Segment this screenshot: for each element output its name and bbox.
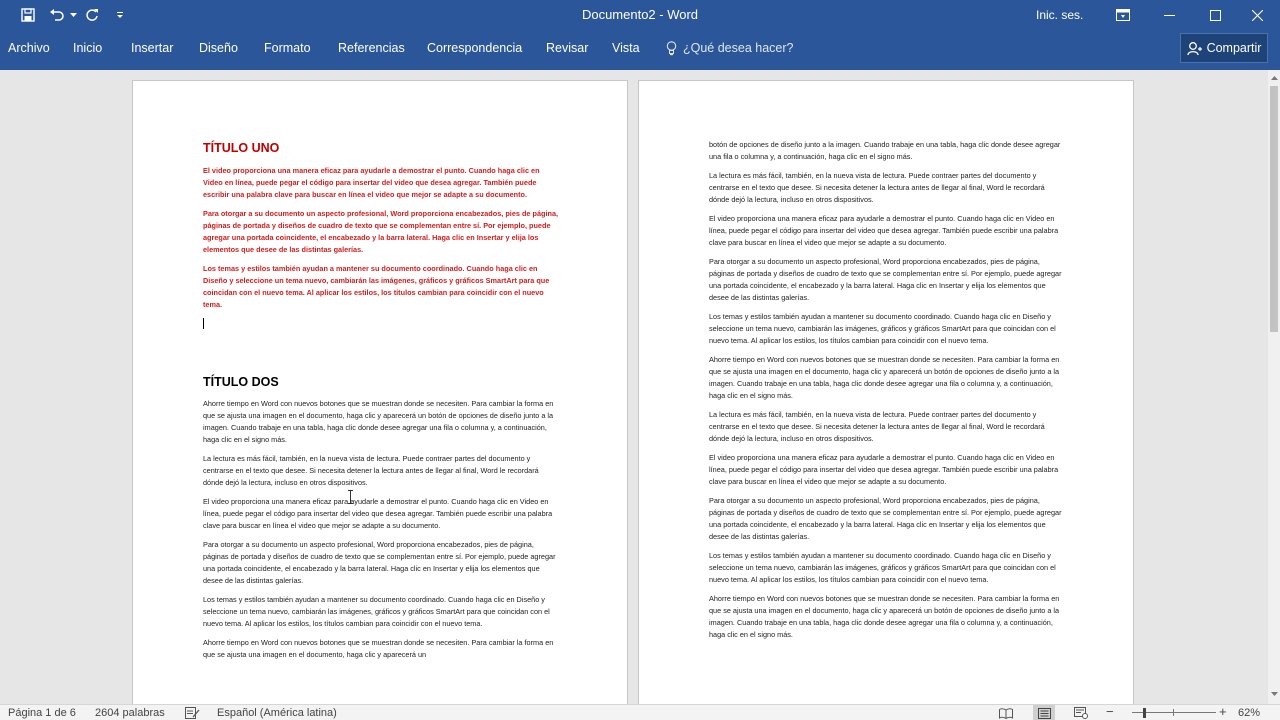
ibeam-cursor-icon xyxy=(347,490,354,504)
body-paragraph: La lectura es más fácil, también, en la nueva vista de lectura. Puede contraer partes del documento y centrarse en el texto que desee. Si necesita detener la lectura antes de llegar al final, Word le recordará dónde dejó la lectura, incluso en otros dispositivos. xyxy=(709,410,1045,443)
page-1-content xyxy=(203,141,559,668)
tab-revisar[interactable]: Revisar xyxy=(546,41,589,55)
body-paragraph: Para otorgar a su documento un aspecto profesional, Word proporciona encabezados, pies de página, páginas de portada y diseños de cuadro de texto que se complementan entre sí. Por ejemplo, puede agregar una portada coincidente, el encabezado y la barra lateral. Haga clic en Insertar y elija los elementos que desee de las distintas galerías. xyxy=(709,496,1062,541)
zoom-100-marker xyxy=(1173,709,1174,716)
read-mode-button[interactable] xyxy=(995,705,1017,720)
heading-titulo-uno: TÍTULO UNO xyxy=(203,141,280,155)
save-button[interactable] xyxy=(16,0,40,30)
minimize-icon xyxy=(1164,10,1175,21)
body-paragraph: Ahorre tiempo en Word con nuevos botones que se muestran donde se necesiten. Para cambiar la forma en que se ajusta una imagen en el documento, haga clic y aparecerá un botón de opciones de diseño junto a la imagen. Cuando trabaje en una tabla, haga clic donde desee agregar una fila o columna y, a continuación, haga clic en el signo más. xyxy=(709,594,1060,639)
zoom-out-button[interactable]: − xyxy=(1106,704,1114,719)
chevron-up-icon xyxy=(1271,76,1278,80)
ribbon-display-options-button[interactable] xyxy=(1100,0,1146,30)
language-indicator[interactable]: Español (América latina) xyxy=(217,707,337,719)
share-button[interactable] xyxy=(1180,33,1268,63)
close-button[interactable] xyxy=(1234,0,1280,30)
chevron-down-icon xyxy=(1271,692,1278,696)
ribbon-display-icon xyxy=(1116,9,1130,21)
close-icon xyxy=(1252,10,1263,21)
minimize-button[interactable] xyxy=(1146,0,1192,30)
tab-archivo[interactable]: Archivo xyxy=(8,41,50,55)
sign-in-link[interactable]: Inic. ses. xyxy=(1036,8,1084,22)
red-paragraph: Para otorgar a su documento un aspecto profesional, Word proporciona encabezados, pies de página, páginas de portada y diseños de cuadro de texto que se complementan entre sí. Por ejemplo, puede agregar una portada coincidente, el encabezado y la barra lateral. Haga clic en Insertar y elija los elementos que desee de las distintas galerías. xyxy=(203,209,559,254)
tab-diseno[interactable]: Diseño xyxy=(199,41,238,55)
print-layout-icon xyxy=(1038,708,1051,719)
tab-referencias[interactable]: Referencias xyxy=(338,41,405,55)
maximize-button[interactable] xyxy=(1192,0,1238,30)
body-paragraph: Ahorre tiempo en Word con nuevos botones que se muestran donde se necesiten. Para cambiar la forma en que se ajusta una imagen en el documento, haga clic y aparecerá un botón de opciones de diseño junto a la imagen. Cuando trabaje en una tabla, haga clic donde desee agregar una fila o columna y, a continuación, haga clic en el signo más. xyxy=(203,399,554,444)
body-paragraph: Los temas y estilos también ayudan a mantener su documento coordinado. Cuando haga clic en Diseño y seleccione un tema nuevo, cambiarán las imágenes, gráficos y gráficos SmartArt para que coincidan con el nuevo tema. Al aplicar los estilos, los títulos cambian para coincidir con el nuevo tema. xyxy=(709,551,1056,584)
chevron-down-icon xyxy=(70,13,77,18)
tab-vista[interactable]: Vista xyxy=(612,41,640,55)
undo-dropdown[interactable] xyxy=(68,0,78,30)
body-paragraph: El video proporciona una manera eficaz para ayudarle a demostrar el punto. Cuando haga clic en Video en línea, puede pegar el código para insertar del video que desea agregar. También puede escribir una palabra clave para buscar en línea el video que mejor se adapte a su documento. xyxy=(203,497,553,530)
page-1[interactable] xyxy=(132,80,628,704)
body-paragraph: La lectura es más fácil, también, en la nueva vista de lectura. Puede contraer partes del documento y centrarse en el texto que desee. Si necesita detener la lectura antes de llegar al final, Word le recordará dónde dejó la lectura, incluso en otros dispositivos. xyxy=(709,171,1045,204)
page-count[interactable]: Página 1 de 6 xyxy=(8,707,76,719)
maximize-icon xyxy=(1210,10,1221,21)
status-bar xyxy=(0,704,1280,720)
print-layout-button[interactable] xyxy=(1033,705,1055,720)
customize-qat-icon xyxy=(116,11,124,19)
zoom-in-button[interactable]: + xyxy=(1219,704,1227,719)
word-count[interactable]: 2604 palabras xyxy=(95,707,165,719)
customize-qat-button[interactable] xyxy=(112,0,128,30)
read-mode-icon xyxy=(999,708,1013,719)
redo-button[interactable] xyxy=(82,0,102,30)
tell-me-box[interactable] xyxy=(666,30,794,66)
text-cursor xyxy=(203,318,204,329)
body-paragraph: El video proporciona una manera eficaz para ayudarle a demostrar el punto. Cuando haga clic en Video en línea, puede pegar el código para insertar del video que desea agregar. También puede escribir una palabra clave para buscar en línea el video que mejor se adapte a su documento. xyxy=(709,214,1059,247)
red-paragraph: El video proporciona una manera eficaz para ayudarle a demostrar el punto. Cuando haga clic en Video en línea, puede pegar el código para insertar del video que desea agregar. También puede escribir una palabra clave para buscar en línea el video que mejor se adapte a su documento. xyxy=(203,166,540,199)
tab-formato[interactable]: Formato xyxy=(264,41,311,55)
title-bar xyxy=(0,0,1280,30)
undo-icon xyxy=(49,8,65,22)
tab-insertar[interactable]: Insertar xyxy=(131,41,174,55)
page-2[interactable] xyxy=(638,80,1134,704)
body-paragraph: botón de opciones de diseño junto a la imagen. Cuando trabaje en una tabla, haga clic donde desee agregar una fila o columna y, a continuación, haga clic en el signo más. xyxy=(709,140,1061,161)
zoom-slider-thumb[interactable] xyxy=(1143,708,1146,718)
scroll-down-button[interactable] xyxy=(1268,688,1280,700)
body-paragraph: Los temas y estilos también ayudan a mantener su documento coordinado. Cuando haga clic en Diseño y seleccione un tema nuevo, cambiarán las imágenes, gráficos y gráficos SmartArt para que coincidan con el nuevo tema. Al aplicar los estilos, los títulos cambian para coincidir con el nuevo tema. xyxy=(203,595,550,628)
share-label: Compartir xyxy=(1206,41,1262,55)
heading-titulo-dos: TÍTULO DOS xyxy=(203,375,279,389)
document-area[interactable] xyxy=(0,70,1268,704)
body-paragraph: Ahorre tiempo en Word con nuevos botones que se muestran donde se necesiten. Para cambiar la forma en que se ajusta una imagen en el documento, haga clic y aparecerá un botón de opciones de diseño junto a la imagen. Cuando trabaje en una tabla, haga clic donde desee agregar una fila o columna y, a continuación, haga clic en el signo más. xyxy=(709,355,1060,400)
tab-correspondencia[interactable]: Correspondencia xyxy=(427,41,523,55)
person-icon xyxy=(1187,41,1202,56)
tell-me-placeholder: ¿Qué desea hacer? xyxy=(683,41,794,55)
body-paragraph: Para otorgar a su documento un aspecto profesional, Word proporciona encabezados, pies de página, páginas de portada y diseños de cuadro de texto que se complementan entre sí. Por ejemplo, puede agregar una portada coincidente, el encabezado y la barra lateral. Haga clic en Insertar y elija los elementos que desee de las distintas galerías. xyxy=(709,257,1062,302)
vertical-scrollbar[interactable] xyxy=(1268,70,1280,704)
web-layout-icon xyxy=(1074,707,1088,719)
scroll-up-button[interactable] xyxy=(1268,72,1280,84)
lightbulb-icon xyxy=(666,41,677,56)
body-paragraph: El video proporciona una manera eficaz para ayudarle a demostrar el punto. Cuando haga clic en Video en línea, puede pegar el código para insertar del video que desea agregar. También puede escribir una palabra clave para buscar en línea el video que mejor se adapte a su documento. xyxy=(709,453,1059,486)
window-title: Documento2 - Word xyxy=(581,7,699,22)
body-paragraph: Los temas y estilos también ayudan a mantener su documento coordinado. Cuando haga clic en Diseño y seleccione un tema nuevo, cambiarán las imágenes, gráficos y gráficos SmartArt para que coincidan con el nuevo tema. Al aplicar los estilos, los títulos cambian para coincidir con el nuevo tema. xyxy=(709,312,1056,345)
body-paragraph: Para otorgar a su documento un aspecto profesional, Word proporciona encabezados, pies de página, páginas de portada y diseños de cuadro de texto que se complementan entre sí. Por ejemplo, puede agregar una portada coincidente, el encabezado y la barra lateral. Haga clic en Insertar y elija los elementos que desee de las distintas galerías. xyxy=(203,540,556,585)
body-paragraph: Ahorre tiempo en Word con nuevos botones que se muestran donde se necesiten. Para cambiar la forma en que se ajusta una imagen en el documento, haga clic y aparecerá un xyxy=(203,638,554,659)
redo-icon xyxy=(85,8,99,22)
web-layout-button[interactable] xyxy=(1070,705,1092,720)
proofing-icon[interactable] xyxy=(185,707,200,719)
zoom-level[interactable]: 62% xyxy=(1238,707,1261,719)
body-paragraph: La lectura es más fácil, también, en la nueva vista de lectura. Puede contraer partes del documento y centrarse en el texto que desee. Si necesita detener la lectura antes de llegar al final, Word le recordará dónde dejó la lectura, incluso en otros dispositivos. xyxy=(203,454,539,487)
page-2-content xyxy=(709,139,1065,648)
scrollbar-thumb[interactable] xyxy=(1270,86,1278,332)
ribbon-tab-bar xyxy=(0,30,1280,70)
red-paragraph: Los temas y estilos también ayudan a mantener su documento coordinado. Cuando haga clic en Diseño y seleccione un tema nuevo, cambiarán las imágenes, gráficos y gráficos SmartArt para que coincidan con el nuevo tema. Al aplicar los estilos, los títulos cambian para coincidir con el nuevo tema. xyxy=(203,264,550,309)
save-icon xyxy=(21,8,35,22)
undo-button[interactable] xyxy=(46,0,68,30)
tab-inicio[interactable]: Inicio xyxy=(73,41,103,55)
